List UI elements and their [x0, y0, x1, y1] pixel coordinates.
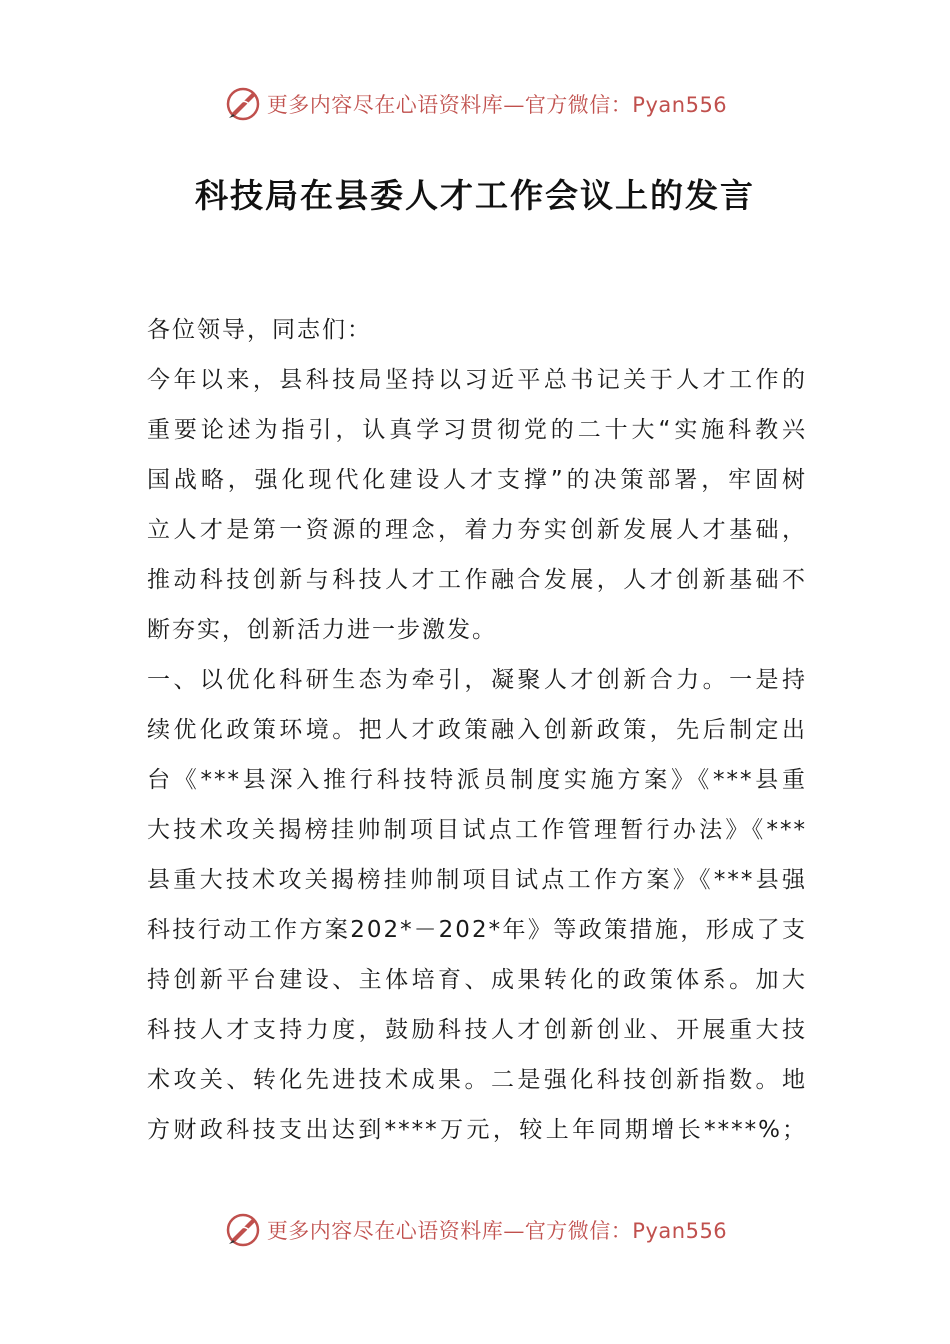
header-banner: [0, 82, 950, 126]
body-line: 科技行动工作方案202*－202*年》等政策措施，形成了支: [147, 917, 807, 943]
footer-banner: [0, 1208, 950, 1252]
body-line: 重要论述为指引，认真学习贯彻党的二十大“实施科教兴: [147, 417, 807, 443]
body-line: 今年以来，县科技局坚持以习近平总书记关于人才工作的: [147, 367, 807, 393]
body-line: 持创新平台建设、主体培育、成果转化的政策体系。加大: [147, 967, 807, 993]
body-line: 断夯实，创新活力进一步激发。: [147, 617, 497, 643]
footer-banner-sub: 官方微信：Pyan556: [524, 1219, 728, 1243]
header-banner-text: [267, 89, 727, 119]
body-line: 大技术攻关揭榜挂帅制项目试点工作管理暂行办法》《***: [147, 817, 807, 843]
header-banner-main: 更多内容尽在心语资料库: [266, 93, 504, 117]
header-banner-sub: 官方微信：Pyan556: [524, 93, 728, 117]
salutation-line: 各位领导，同志们：: [147, 317, 372, 343]
pen-logo-icon: [223, 1210, 263, 1250]
document-body: [147, 305, 807, 1155]
footer-banner-main: 更多内容尽在心语资料库: [266, 1219, 504, 1243]
body-line: 立人才是第一资源的理念，着力夯实创新发展人才基础，: [147, 517, 807, 543]
body-line: 台《***县深入推行科技特派员制度实施方案》《***县重: [147, 767, 807, 793]
body-line: 方财政科技支出达到****万元，较上年同期增长****%；: [147, 1117, 807, 1143]
body-line: 续优化政策环境。把人才政策融入创新政策，先后制定出: [147, 717, 807, 743]
body-line: 术攻关、转化先进技术成果。二是强化科技创新指数。地: [147, 1067, 807, 1093]
footer-banner-text: [267, 1215, 727, 1245]
header-banner-dash: —: [503, 93, 525, 117]
pen-logo-icon: [223, 84, 263, 124]
footer-banner-dash: —: [503, 1219, 525, 1243]
document-title: 科技局在县委人才工作会议上的发言: [195, 176, 755, 215]
body-line: 国战略，强化现代化建设人才支撑”的决策部署，牢固树: [147, 467, 807, 493]
body-line: 推动科技创新与科技人才工作融合发展，人才创新基础不: [147, 567, 807, 593]
section-heading-line: 一、以优化科研生态为牵引，凝聚人才创新合力。一是持: [147, 667, 807, 693]
body-line: 县重大技术攻关揭榜挂帅制项目试点工作方案》《***县强: [147, 867, 807, 893]
body-line: 科技人才支持力度，鼓励科技人才创新创业、开展重大技: [147, 1017, 807, 1043]
